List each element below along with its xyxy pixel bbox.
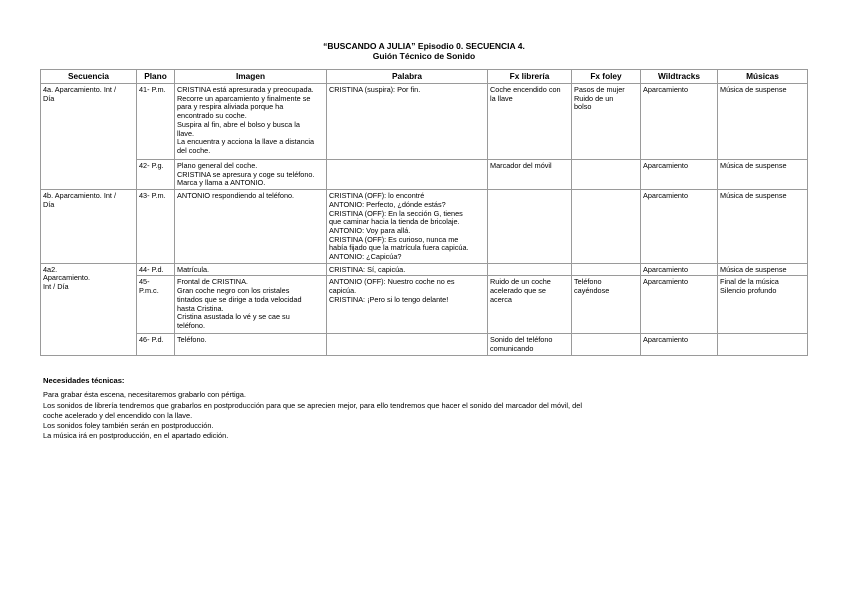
- cell-palabra: [327, 263, 488, 276]
- cell-line: Música de suspense: [720, 191, 787, 201]
- cell-imagen: [175, 84, 327, 160]
- cell-line: cayéndose: [574, 286, 610, 296]
- cell-line: Pasos de mujer: [574, 85, 625, 94]
- note-line: coche acelerado y del encendido con la llave.: [43, 410, 193, 420]
- cell-line: ANTONIO: Voy para allá.: [329, 225, 411, 235]
- cell-line: 42- P.g.: [139, 161, 164, 170]
- cell-secuencia: [41, 263, 137, 355]
- cell-musicas: [718, 276, 808, 334]
- cell-line: que caminar hacia la tienda de bricolaje.: [329, 217, 460, 227]
- cell-fx-foley: [572, 334, 641, 355]
- cell-musicas: [718, 84, 808, 160]
- document-subtitle: Guión Técnico de Sonido: [372, 51, 476, 61]
- cell-line: 41- P.m.: [139, 85, 166, 94]
- cell-line: Teléfono.: [177, 335, 207, 345]
- cell-line: Sonido del teléfono: [490, 335, 553, 345]
- cell-secuencia: [41, 190, 137, 264]
- cell-line: CRISTINA (OFF): lo encontré: [329, 191, 425, 201]
- cell-musicas: [718, 334, 808, 355]
- cell-imagen: [175, 334, 327, 355]
- cell-line: P.m.c.: [139, 286, 159, 296]
- cell-line: Plano general del coche.: [177, 161, 258, 170]
- cell-line: Matrícula.: [177, 264, 210, 274]
- cell-line: Marca y llama a ANTONIO.: [177, 178, 266, 188]
- cell-line: Marcador del móvil: [490, 161, 552, 170]
- cell-musicas: [718, 263, 808, 276]
- cell-palabra: [327, 160, 488, 190]
- cell-line: acelerado que se: [490, 286, 546, 296]
- cell-fx-libreria: [488, 276, 572, 334]
- table-row: [41, 263, 808, 276]
- notes-title: Necesidades técnicas:: [43, 376, 125, 385]
- cell-line: La encuentra y acciona la llave a distancia: [177, 137, 315, 147]
- cell-line: Teléfono: [574, 277, 602, 287]
- cell-plano: [137, 84, 175, 160]
- cell-line: ANTONIO: Perfecto, ¿dónde estás?: [329, 199, 446, 209]
- cell-palabra: [327, 190, 488, 264]
- cell-line: Música de suspense: [720, 264, 787, 274]
- table-row: [41, 276, 808, 334]
- cell-fx-foley: [572, 263, 641, 276]
- note-line: Para grabar ésta escena, necesitaremos grabarlo con pértiga.: [43, 390, 246, 400]
- cell-wildtracks: [641, 190, 718, 264]
- cell-line: ANTONIO: ¿Capicúa?: [329, 252, 402, 262]
- cell-imagen: [175, 160, 327, 190]
- cell-line: la llave: [490, 93, 513, 103]
- cell-line: Música de suspense: [720, 85, 787, 94]
- cell-line: tintados que se dirige a toda velocidad: [177, 294, 302, 304]
- table-row: [41, 190, 808, 264]
- cell-line: ANTONIO respondiendo al teléfono.: [177, 191, 295, 201]
- note-line: La música irá en postproducción, en el apartado edición.: [43, 431, 229, 441]
- cell-line: 45-: [139, 277, 150, 287]
- cell-line: llave.: [177, 128, 195, 138]
- sound-script-table: [40, 69, 808, 356]
- column-header-imagen: Imagen: [175, 70, 327, 84]
- column-header-wildtracks: Wildtracks: [641, 70, 718, 84]
- cell-musicas: [718, 190, 808, 264]
- cell-line: 43- P.m.: [139, 191, 166, 201]
- cell-palabra: [327, 276, 488, 334]
- cell-line: del coche.: [177, 145, 211, 155]
- cell-secuencia: [41, 84, 137, 190]
- cell-musicas: [718, 160, 808, 190]
- cell-fx-libreria: [488, 160, 572, 190]
- cell-fx-libreria: [488, 190, 572, 264]
- cell-line: CRISTINA (suspira): Por fin.: [329, 85, 421, 94]
- cell-wildtracks: [641, 276, 718, 334]
- note-line: Los sonidos foley también serán en postproducción.: [43, 421, 214, 431]
- cell-line: Aparcamiento: [643, 191, 689, 201]
- cell-palabra: [327, 84, 488, 160]
- cell-line: CRISTINA: Sí, capicúa.: [329, 264, 406, 274]
- cell-line: Música de suspense: [720, 161, 787, 170]
- cell-line: para y respira aliviada porque ha: [177, 102, 284, 112]
- cell-line: 44- P.d.: [139, 264, 164, 274]
- column-header-palabra: Palabra: [327, 70, 488, 84]
- table-row: [41, 160, 808, 190]
- cell-plano: [137, 160, 175, 190]
- cell-line: encontrado su coche.: [177, 111, 247, 121]
- cell-line: Suspira al fin, abre el bolso y busca la: [177, 119, 300, 129]
- document-header: [0, 41, 848, 61]
- cell-fx-libreria: [488, 263, 572, 276]
- cell-line: 4a. Aparcamiento. Int /: [43, 85, 117, 94]
- cell-line: Aparcamiento: [643, 85, 689, 94]
- cell-line: Aparcamiento.: [43, 273, 91, 283]
- cell-line: 4b. Aparcamiento. Int /: [43, 191, 117, 201]
- cell-imagen: [175, 276, 327, 334]
- cell-fx-foley: [572, 190, 641, 264]
- column-header-musicas: Músicas: [718, 70, 808, 84]
- cell-imagen: [175, 190, 327, 264]
- cell-line: hasta Cristina.: [177, 303, 224, 313]
- cell-line: Recorre un aparcamiento y finalmente se: [177, 93, 311, 103]
- cell-fx-foley: [572, 84, 641, 160]
- cell-fx-libreria: [488, 334, 572, 355]
- cell-line: Final de la música: [720, 277, 779, 287]
- cell-line: Día: [43, 93, 55, 103]
- cell-line: bolso: [574, 102, 592, 112]
- cell-line: Cristina asustada lo vé y se cae su: [177, 312, 290, 322]
- cell-plano: [137, 276, 175, 334]
- document-title: “BUSCANDO A JULIA” Episodio 0. SECUENCIA 4.: [323, 41, 525, 51]
- table-body: [41, 84, 808, 356]
- cell-line: acerca: [490, 294, 512, 304]
- cell-line: CRISTINA está apresurada y preocupada.: [177, 85, 314, 94]
- cell-line: 46- P.d.: [139, 335, 164, 345]
- cell-wildtracks: [641, 160, 718, 190]
- cell-wildtracks: [641, 334, 718, 355]
- cell-line: CRISTINA (OFF): En la sección G, tienes: [329, 208, 463, 218]
- cell-line: Ruido de un: [574, 93, 614, 103]
- cell-wildtracks: [641, 263, 718, 276]
- cell-imagen: [175, 263, 327, 276]
- cell-fx-libreria: [488, 84, 572, 160]
- cell-plano: [137, 334, 175, 355]
- cell-line: CRISTINA se apresura y coge su teléfono.: [177, 169, 315, 179]
- cell-line: Día: [43, 199, 55, 209]
- cell-line: había fijado que la matrícula fuera capicúa.: [329, 243, 469, 253]
- cell-line: Aparcamiento: [643, 161, 689, 170]
- cell-line: capicúa.: [329, 286, 357, 296]
- cell-line: Ruido de un coche: [490, 277, 551, 287]
- cell-line: ANTONIO (OFF): Nuestro coche no es: [329, 277, 455, 287]
- column-header-plano: Plano: [137, 70, 175, 84]
- column-header-secuencia: Secuencia: [41, 70, 137, 84]
- cell-fx-foley: [572, 160, 641, 190]
- cell-line: Gran coche negro con los cristales: [177, 286, 290, 296]
- cell-wildtracks: [641, 84, 718, 160]
- cell-line: Aparcamiento: [643, 264, 689, 274]
- cell-line: Silencio profundo: [720, 286, 777, 296]
- cell-line: Frontal de CRISTINA.: [177, 277, 248, 287]
- cell-line: Coche encendido con: [490, 85, 561, 94]
- cell-line: Aparcamiento: [643, 335, 689, 345]
- table-header-row: [41, 70, 808, 84]
- cell-line: teléfono.: [177, 320, 205, 330]
- cell-line: Aparcamiento: [643, 277, 689, 287]
- notes-lines: [43, 390, 783, 441]
- cell-plano: [137, 190, 175, 264]
- cell-fx-foley: [572, 276, 641, 334]
- technical-notes: [43, 376, 783, 442]
- cell-line: comunicando: [490, 344, 534, 354]
- column-header-fx-libreria: Fx librería: [488, 70, 572, 84]
- table-row: [41, 84, 808, 160]
- cell-line: CRISTINA (OFF): Es curioso, nunca me: [329, 234, 459, 244]
- table-row: [41, 334, 808, 355]
- cell-palabra: [327, 334, 488, 355]
- cell-plano: [137, 263, 175, 276]
- cell-line: 4a2.: [43, 264, 58, 274]
- column-header-fx-foley: Fx foley: [572, 70, 641, 84]
- note-line: Los sonidos de librería tendremos que grabarlos en postproducción para que se aprecien mejor, para ello tendremos que hacer el sonido del marcador del móvil, del: [43, 400, 583, 410]
- cell-line: Int / Día: [43, 282, 69, 292]
- cell-line: CRISTINA: ¡Pero si lo tengo delante!: [329, 294, 449, 304]
